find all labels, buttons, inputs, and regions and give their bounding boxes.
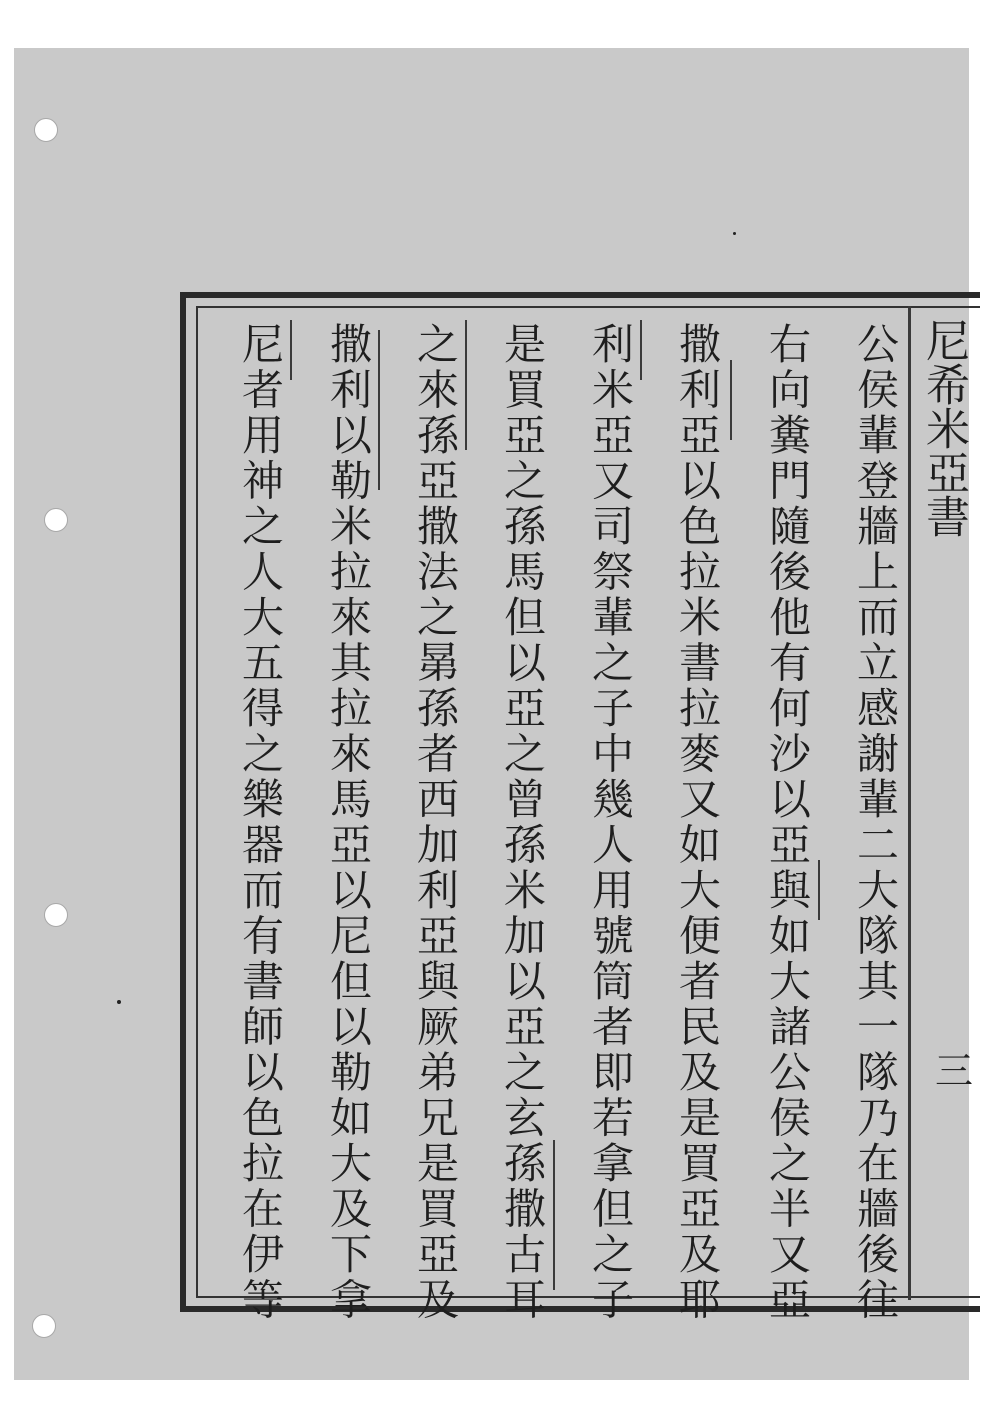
text-column-3: 撒利亞以色拉米書拉麥又如大便者民及是買亞及耶 — [673, 322, 722, 1323]
column-rule — [908, 306, 911, 1300]
name-mark-line — [290, 320, 292, 380]
name-mark-line — [465, 320, 467, 450]
text-column-7: 撒利以勒米拉來其拉來馬亞以尼但以勒如大及下拿 — [324, 322, 373, 1323]
name-mark-line — [378, 330, 380, 490]
ink-speck — [733, 232, 736, 235]
name-mark-line — [640, 320, 642, 380]
text-column-1: 公侯輩登牆上而立感謝輩二大隊其一隊乃在牆後往 — [851, 322, 900, 1323]
name-mark-line — [553, 1140, 555, 1290]
page-number: 三 — [935, 1049, 974, 1093]
text-column-6: 之來孫亞撒法之晜孫者西加利亞與厥弟兄是買亞及 — [411, 322, 460, 1323]
name-mark-line — [818, 860, 820, 920]
ink-speck — [117, 1000, 121, 1004]
name-mark-line — [730, 360, 732, 440]
binder-hole-icon — [44, 508, 68, 532]
binder-hole-icon — [32, 1314, 56, 1338]
text-column-8: 尼者用神之人大五得之樂器而有書師以色拉在伊等 — [236, 322, 285, 1323]
running-header: 尼希米亞書 — [918, 318, 969, 538]
text-column-4: 利米亞又司祭輩之子中幾人用號筒者即若拿但之子 — [586, 322, 635, 1323]
binder-hole-icon — [44, 903, 68, 927]
text-column-5: 是買亞之孫馬但以亞之曾孫米加以亞之玄孫撒古耳 — [498, 322, 547, 1323]
binder-hole-icon — [34, 118, 58, 142]
text-column-2: 右向糞門隨後他有何沙以亞與如大諸公侯之半又亞 — [763, 322, 812, 1323]
